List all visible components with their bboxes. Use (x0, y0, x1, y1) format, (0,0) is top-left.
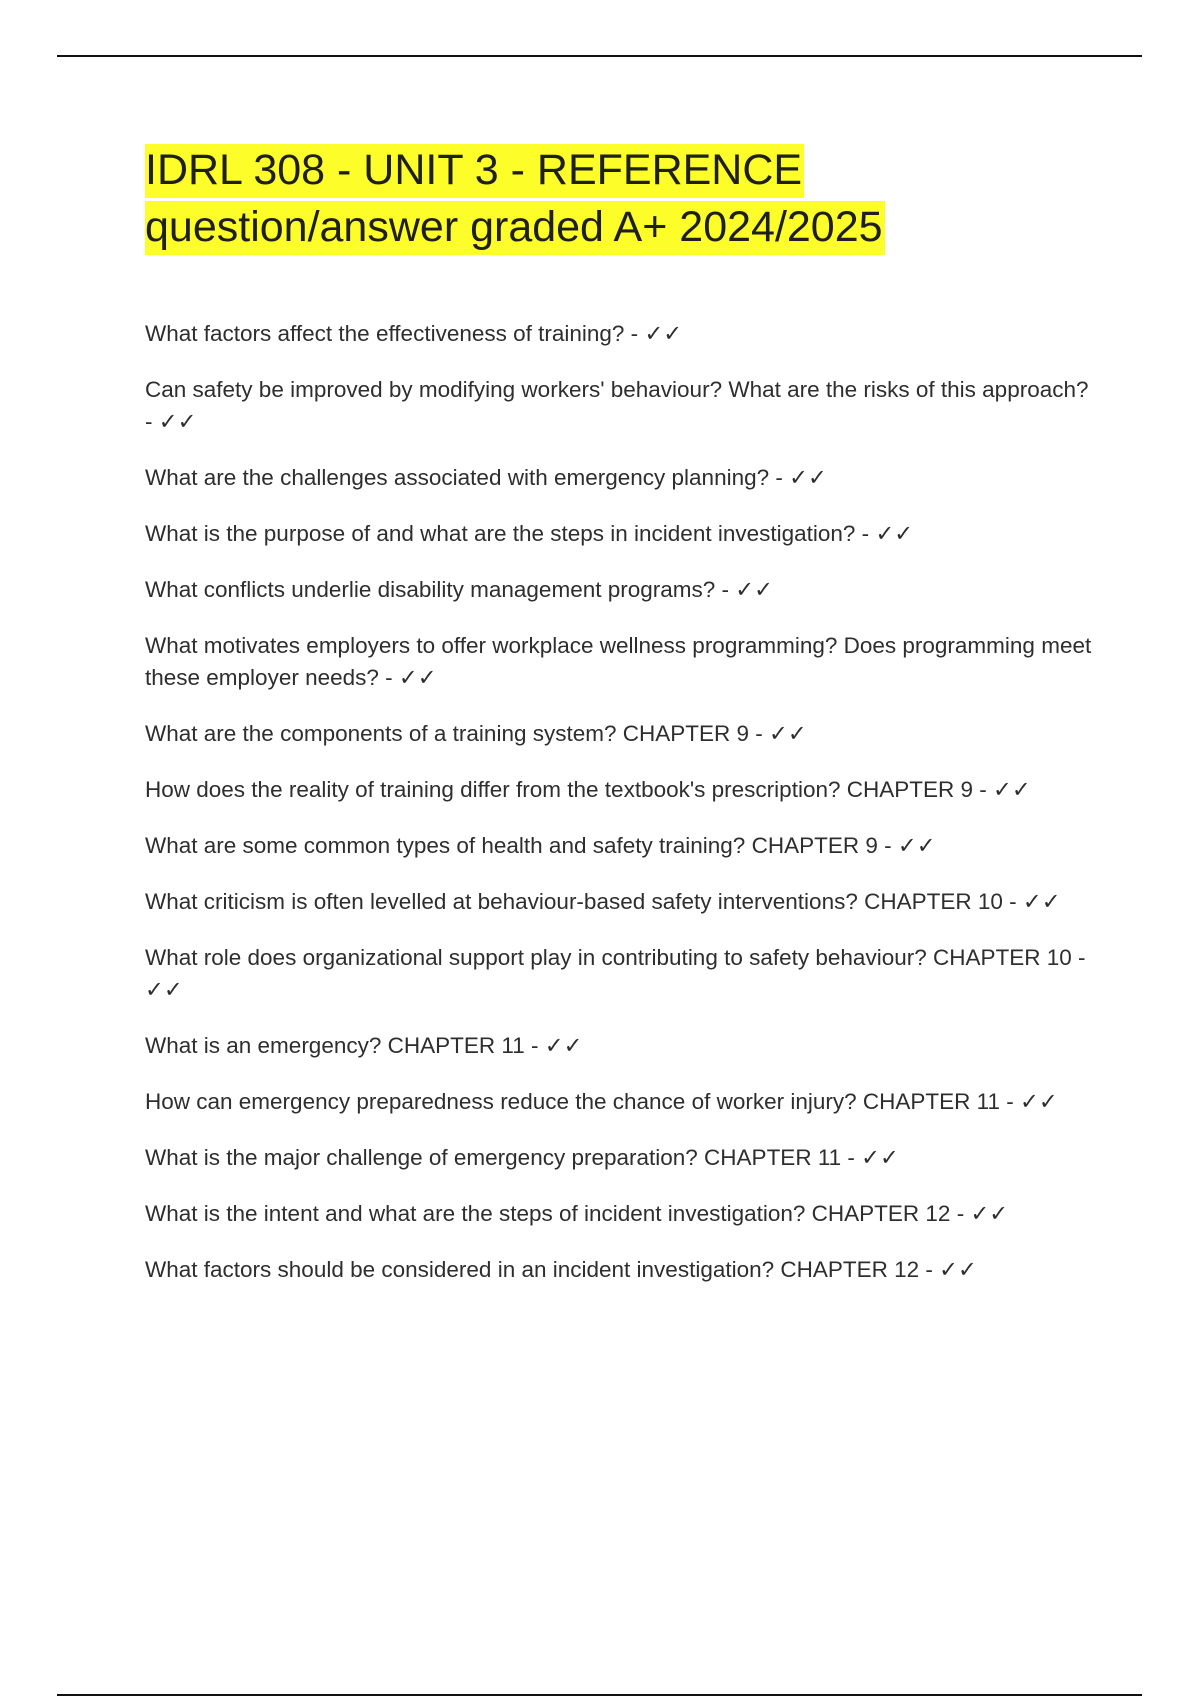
question-text: What are some common types of health and safety training? CHAPTER 9 - (145, 833, 898, 858)
question-text: What conflicts underlie disability management programs? - (145, 577, 736, 602)
question-item (145, 630, 1095, 694)
question-text: What are the components of a training system? CHAPTER 9 - (145, 721, 770, 746)
answer-checkmarks: ✓✓ (158, 409, 197, 434)
question-item (145, 1142, 1095, 1174)
answer-checkmarks: ✓✓ (644, 321, 683, 346)
question-item (145, 1086, 1095, 1118)
question-item (145, 462, 1095, 494)
answer-checkmarks: ✓✓ (939, 1257, 977, 1282)
bottom-divider (57, 1694, 1142, 1696)
question-text: What is the major challenge of emergency preparation? CHAPTER 11 - (145, 1145, 862, 1170)
question-text: What criticism is often levelled at behaviour-based safety interventions? CHAPTER 10 - (145, 889, 1023, 914)
title-line-1: IDRL 308 - UNIT 3 - REFERENCE (145, 144, 804, 198)
question-text: What are the challenges associated with emergency planning? - (145, 465, 790, 490)
question-item (145, 318, 1095, 350)
question-item (145, 518, 1095, 550)
answer-checkmarks: ✓✓ (735, 577, 773, 602)
question-text: How does the reality of training differ from the textbook's prescription? CHAPTER 9 - (145, 777, 994, 802)
question-text: What role does organizational support play in contributing to safety behaviour? CHAPTER 10 - (145, 945, 1086, 970)
question-text: What factors affect the effectiveness of training? - (145, 321, 645, 346)
answer-checkmarks: ✓✓ (789, 465, 827, 490)
question-item (145, 1030, 1095, 1062)
question-text: How can emergency preparedness reduce the chance of worker injury? CHAPTER 11 - (145, 1089, 1020, 1114)
question-item (145, 774, 1095, 806)
question-item (145, 1254, 1095, 1286)
question-text: What motivates employers to offer workplace wellness programming? Does programming meet these employer needs? - (145, 633, 1092, 690)
top-divider (57, 55, 1142, 57)
document-title (145, 142, 1105, 256)
answer-checkmarks: ✓✓ (897, 833, 936, 858)
answer-checkmarks: ✓✓ (861, 1145, 899, 1170)
answer-checkmarks: ✓✓ (769, 721, 807, 746)
question-item (145, 374, 1095, 438)
question-text: What is the purpose of and what are the steps in incident investigation? - (145, 521, 876, 546)
answer-checkmarks: ✓✓ (145, 977, 183, 1002)
answer-checkmarks: ✓✓ (544, 1033, 583, 1058)
question-list (145, 318, 1095, 1310)
question-item (145, 574, 1095, 606)
answer-checkmarks: ✓✓ (970, 1201, 1009, 1226)
question-text: What factors should be considered in an incident investigation? CHAPTER 12 - (145, 1257, 940, 1282)
question-text: What is the intent and what are the steps of incident investigation? CHAPTER 12 - (145, 1201, 971, 1226)
question-text: Can safety be improved by modifying workers' behaviour? What are the risks of this approach? - (145, 377, 1089, 434)
question-item (145, 830, 1095, 862)
question-text: What is an emergency? CHAPTER 11 - (145, 1033, 545, 1058)
answer-checkmarks: ✓✓ (1022, 889, 1061, 914)
question-item (145, 718, 1095, 750)
answer-checkmarks: ✓✓ (1020, 1089, 1058, 1114)
answer-checkmarks: ✓✓ (993, 777, 1031, 802)
answer-checkmarks: ✓✓ (875, 521, 914, 546)
question-item (145, 942, 1095, 1006)
title-line-2: question/answer graded A+ 2024/2025 (145, 201, 885, 255)
question-item (145, 1198, 1095, 1230)
answer-checkmarks: ✓✓ (398, 665, 437, 690)
question-item (145, 886, 1095, 918)
